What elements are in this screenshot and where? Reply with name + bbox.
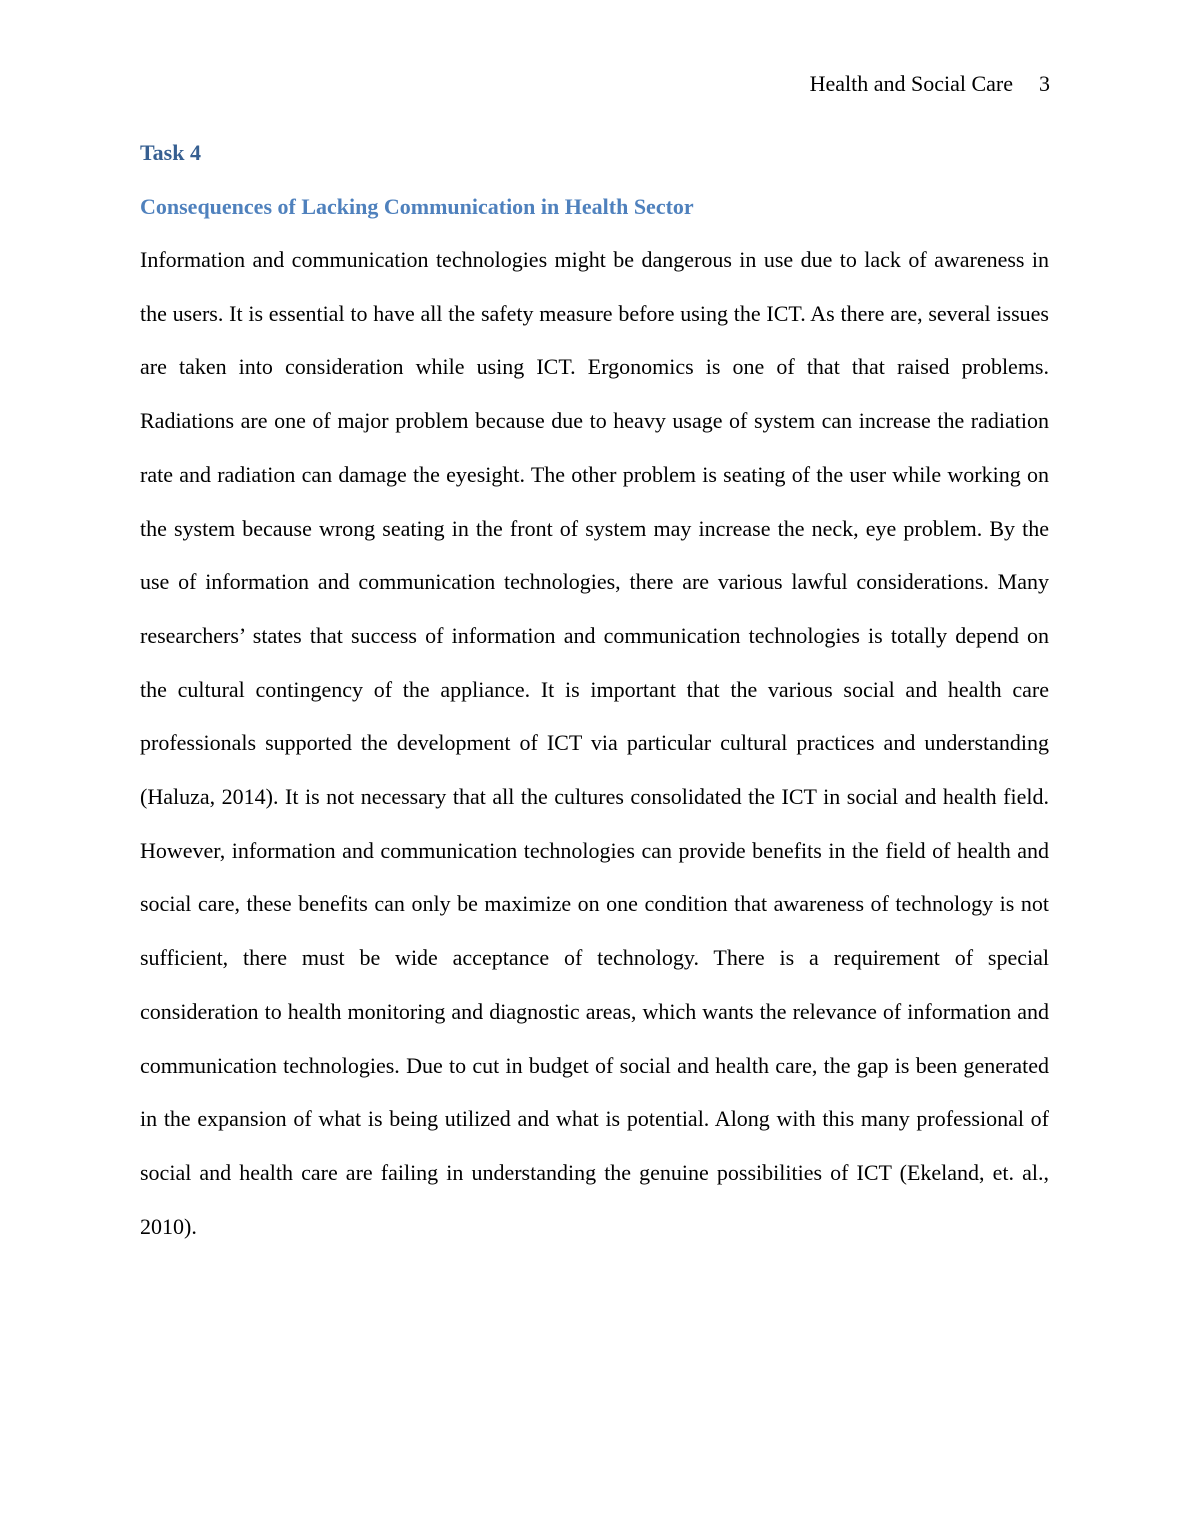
section-heading: Consequences of Lacking Communication in Health Sector xyxy=(140,194,694,219)
task-heading: Task 4 xyxy=(140,140,201,165)
body-paragraph: Information and communication technologies might be dangerous in use due to lack of awareness in the users. It is essential to have all the safety measure before using the ICT. As there are, several issues are taken into consideration while using ICT. Ergonomics is one of that that raised problems. Radiations are one of major problem because due to heavy usage of system can increase the radiation rate and radiation can damage the eyesight. The other problem is seating of the user while working on the system because wrong seating in the front of system may increase the neck, eye problem. By the use of information and communication technologies, there are various lawful considerations. Many researchers’ states that success of information and communication technologies is totally depend on the cultural contingency of the appliance. It is important that the various social and health care professionals supported the development of ICT via particular cultural practices and understanding (Haluza, 2014). It is not necessary that all the cultures consolidated the ICT in social and health field. However, information and communication technologies can provide benefits in the field of health and social care, these benefits can only be maximize on one condition that awareness of technology is not sufficient, there must be wide acceptance of technology. There is a requirement of special consideration to health monitoring and diagnostic areas, which wants the relevance of information and communication technologies. Due to cut in budget of social and health care, the gap is been generated in the expansion of what is being utilized and what is potential. Along with this many professional of social and health care are failing in understanding the genuine possibilities of ICT (Ekeland, et. al., 2010). xyxy=(140,247,1049,1239)
page-number: 3 xyxy=(1039,71,1050,96)
running-title: Health and Social Care xyxy=(809,71,1013,96)
document-body xyxy=(140,138,1049,1253)
running-header xyxy=(810,70,1050,98)
